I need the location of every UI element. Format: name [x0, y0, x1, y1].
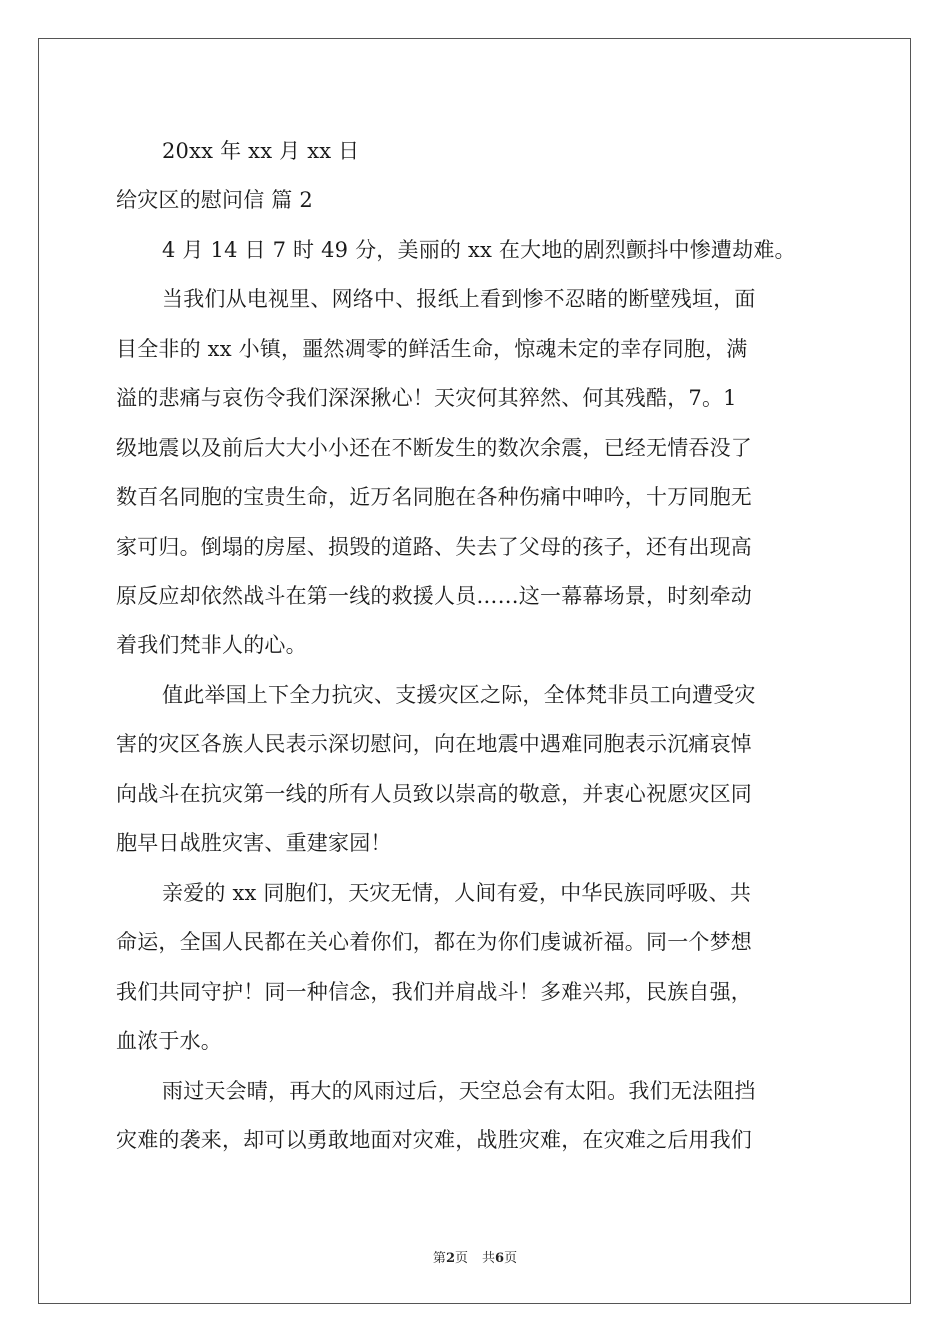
body-line: 当我们从电视里、网络中、报纸上看到惨不忍睹的断壁残垣，面	[162, 287, 756, 311]
body-line: 血浓于水。	[116, 1029, 222, 1053]
body-line: 级地震以及前后大大小小还在不断发生的数次余震，已经无情吞没了	[116, 436, 752, 460]
body-line: 我们共同守护！同一种信念，我们并肩战斗！多难兴邦，民族自强，	[116, 980, 752, 1004]
body-line: 目全非的 xx 小镇，噩然凋零的鲜活生命，惊魂未定的幸存同胞，满	[116, 337, 748, 361]
body-line: 家可归。倒塌的房屋、损毁的道路、失去了父母的孩子，还有出现高	[116, 535, 752, 559]
body-line: 命运，全国人民都在关心着你们，都在为你们虔诚祈福。同一个梦想	[116, 930, 752, 954]
body-line: 数百名同胞的宝贵生命，近万名同胞在各种伤痛中呻吟，十万同胞无	[116, 485, 752, 509]
page-number: 2	[445, 1251, 455, 1266]
page-prefix: 第	[432, 1251, 446, 1266]
total-prefix: 共	[482, 1251, 496, 1266]
letter-heading: 给灾区的慰问信 篇 2	[116, 188, 313, 212]
page-suffix: 页	[454, 1251, 468, 1266]
date-line: 20xx 年 xx 月 xx 日	[162, 139, 360, 163]
body-line: 原反应却依然战斗在第一线的救援人员……这一幕幕场景，时刻牵动	[116, 584, 752, 608]
body-line: 溢的悲痛与哀伤令我们深深揪心！天灾何其猝然、何其残酷，7。1	[116, 386, 737, 410]
body-line: 值此举国上下全力抗灾、支援灾区之际，全体梵非员工向遭受灾	[162, 683, 756, 707]
body-line: 害的灾区各族人民表示深切慰问，向在地震中遇难同胞表示沉痛哀悼	[116, 732, 752, 756]
page-footer	[0, 1247, 950, 1266]
body-line: 着我们梵非人的心。	[116, 633, 307, 657]
total-pages: 6	[495, 1251, 505, 1266]
body-line: 雨过天会晴，再大的风雨过后，天空总会有太阳。我们无法阻挡	[162, 1079, 756, 1103]
body-line: 胞早日战胜灾害、重建家园！	[116, 831, 392, 855]
body-line: 向战斗在抗灾第一线的所有人员致以崇高的敬意，并衷心祝愿灾区同	[116, 782, 752, 806]
total-suffix: 页	[504, 1251, 518, 1266]
page-border	[38, 38, 911, 1304]
body-line: 亲爱的 xx 同胞们，天灾无情，人间有爱，中华民族同呼吸、共	[162, 881, 752, 905]
body-line: 4 月 14 日 7 时 49 分，美丽的 xx 在大地的剧烈颤抖中惨遭劫难。	[162, 238, 796, 262]
body-line: 灾难的袭来，却可以勇敢地面对灾难，战胜灾难，在灾难之后用我们	[116, 1128, 752, 1152]
